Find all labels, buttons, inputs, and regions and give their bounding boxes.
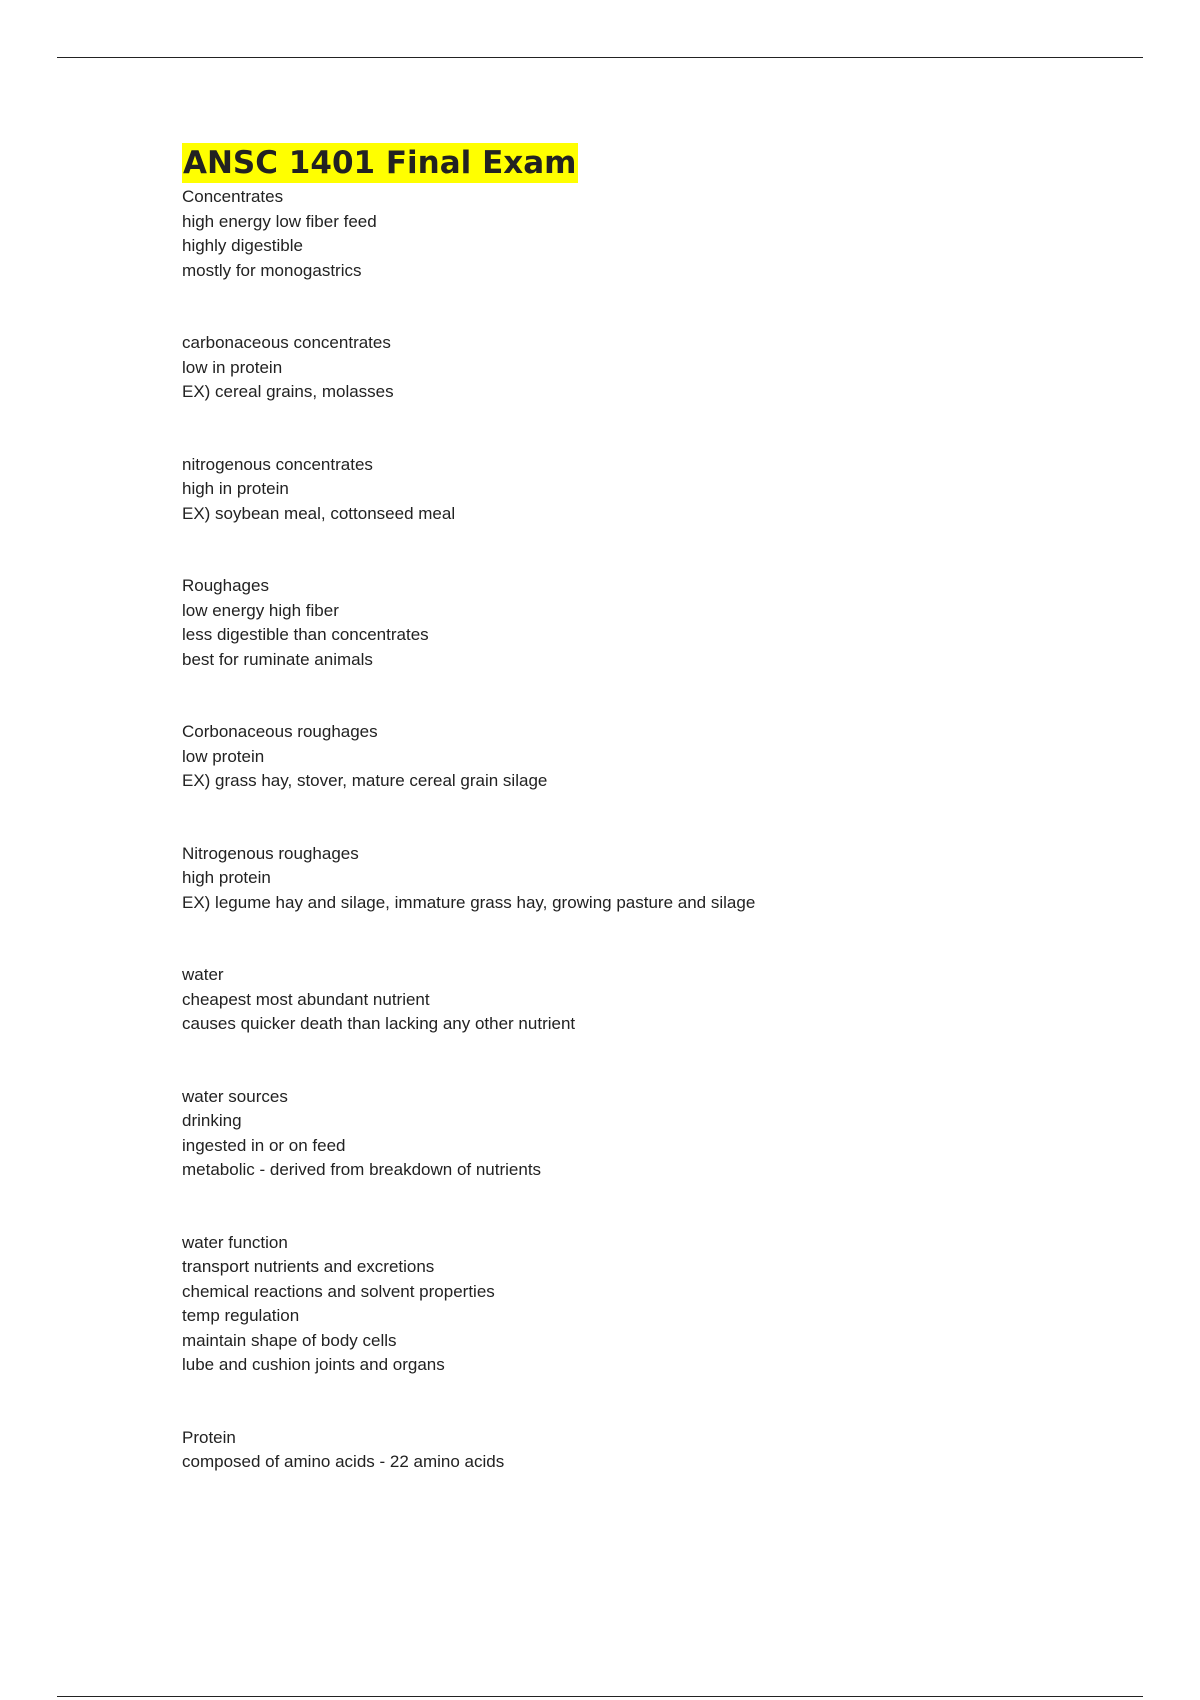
section-line: low protein [182, 746, 265, 766]
document-title: ANSC 1401 Final Exam [183, 145, 577, 181]
section-heading: nitrogenous concentrates [182, 454, 373, 474]
section-line: chemical reactions and solvent properties [182, 1281, 495, 1301]
section-heading: Roughages [182, 576, 269, 595]
section-line: low energy high fiber [182, 600, 339, 620]
section-line: EX) soybean meal, cottonseed meal [182, 503, 456, 523]
section-heading: Protein [182, 1427, 236, 1447]
section-line: mostly for monogastrics [182, 260, 362, 280]
note-section [182, 185, 1082, 283]
note-section [182, 574, 1082, 672]
section-line: transport nutrients and excretions [182, 1257, 435, 1276]
top-page-rule [57, 57, 1143, 58]
note-section [182, 963, 1082, 1037]
note-section [182, 842, 1082, 916]
section-line: ingested in or on feed [182, 1135, 346, 1155]
note-section [182, 1085, 1082, 1183]
section-heading: Nitrogenous roughages [182, 843, 359, 863]
note-section [182, 1426, 1082, 1475]
document-body [182, 141, 1082, 1523]
section-line: EX) legume hay and silage, immature grass hay, growing pasture and silage [182, 892, 756, 912]
section-line: high in protein [182, 479, 289, 498]
section-line: metabolic - derived from breakdown of nutrients [182, 1160, 542, 1179]
section-line: high protein [182, 868, 271, 887]
section-line: EX) cereal grains, molasses [182, 382, 394, 401]
section-heading: Corbonaceous roughages [182, 722, 378, 741]
section-heading: water sources [182, 1086, 288, 1106]
section-line: composed of amino acids - 22 amino acids [182, 1452, 505, 1471]
section-line: maintain shape of body cells [182, 1330, 397, 1350]
title-container [182, 141, 1082, 185]
section-line: causes quicker death than lacking any other nutrient [182, 1014, 576, 1033]
bottom-page-rule [57, 1696, 1143, 1697]
section-line: less digestible than concentrates [182, 625, 429, 644]
section-heading: water [182, 965, 224, 984]
section-heading: water function [182, 1232, 288, 1252]
section-line: temp regulation [182, 1306, 300, 1325]
note-section [182, 331, 1082, 405]
section-heading: Concentrates [182, 187, 284, 206]
section-list [182, 185, 1082, 1475]
section-line: highly digestible [182, 236, 303, 255]
section-line: drinking [182, 1111, 242, 1130]
note-section [182, 1231, 1082, 1378]
section-line: low in protein [182, 357, 283, 377]
note-section [182, 720, 1082, 794]
note-section [182, 453, 1082, 527]
section-line: EX) grass hay, stover, mature cereal grain silage [182, 771, 548, 790]
section-line: best for ruminate animals [182, 649, 373, 669]
section-heading: carbonaceous concentrates [182, 333, 391, 352]
section-line: high energy low fiber feed [182, 211, 377, 231]
section-line: lube and cushion joints and organs [182, 1355, 445, 1374]
section-line: cheapest most abundant nutrient [182, 989, 430, 1009]
